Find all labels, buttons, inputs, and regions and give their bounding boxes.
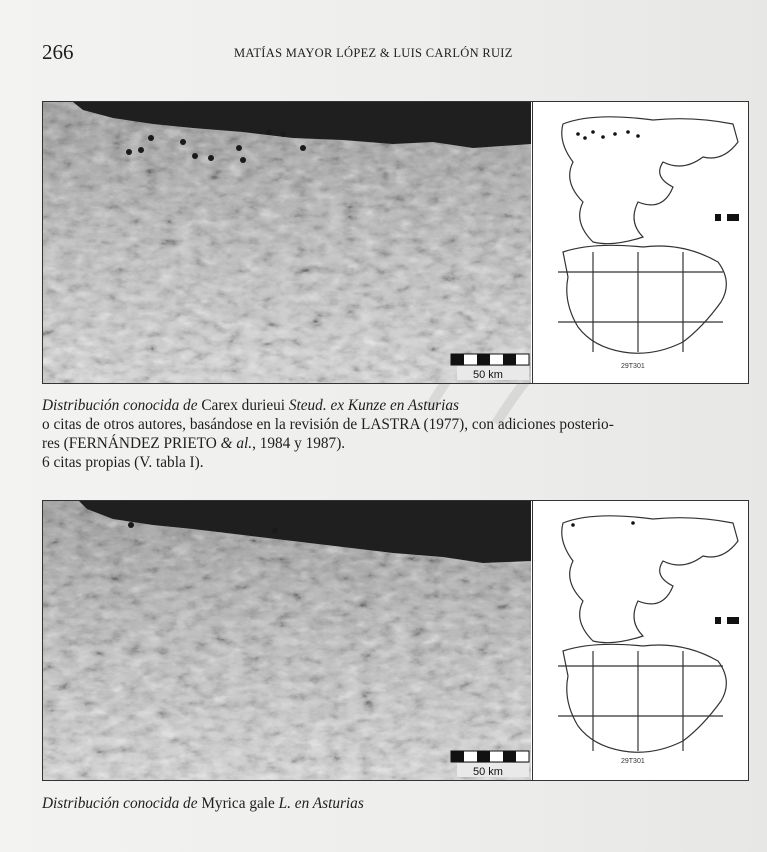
- inset-map-iberia: [532, 102, 749, 383]
- relief-map-asturias: [43, 501, 531, 780]
- figure-1: [42, 101, 749, 384]
- scale-label: 50 km: [473, 766, 503, 778]
- caption-authority: Steud. ex Kunze en Asturias: [285, 397, 459, 414]
- caption-line-3c: , 1984 y 1987).: [252, 435, 346, 452]
- scale-label: 50 km: [473, 369, 503, 381]
- caption-line-3b: & al.: [220, 435, 253, 452]
- relief-map-asturias: [43, 102, 531, 383]
- caption-line-3a: res (FERNÁNDEZ PRIETO: [42, 435, 221, 452]
- page-number: 266: [42, 40, 74, 64]
- caption-intro: Distribución conocida de: [42, 397, 202, 414]
- running-title: MATÍAS MAYOR LÓPEZ & LUIS CARLÓN RUIZ: [234, 46, 513, 60]
- caption-authority: L. en Asturias: [274, 795, 364, 812]
- caption-intro: Distribución conocida de: [42, 795, 202, 812]
- species-name: Carex durieui: [201, 397, 286, 414]
- inset-map-iberia: [532, 501, 749, 780]
- figure-2: [42, 500, 749, 781]
- caption-figure-1: [42, 396, 752, 472]
- caption-line-2: o citas de otros autores, basándose en la revisión de LASTRA (1977), con adiciones posterio-: [42, 416, 614, 433]
- caption-line-4: 6 citas propias (V. tabla I).: [42, 454, 204, 471]
- inset-grid-label: 29T301: [621, 363, 645, 370]
- caption-figure-2: [42, 794, 752, 813]
- inset-grid-label: 29T301: [621, 758, 645, 765]
- species-name: Myrica gale: [201, 795, 275, 812]
